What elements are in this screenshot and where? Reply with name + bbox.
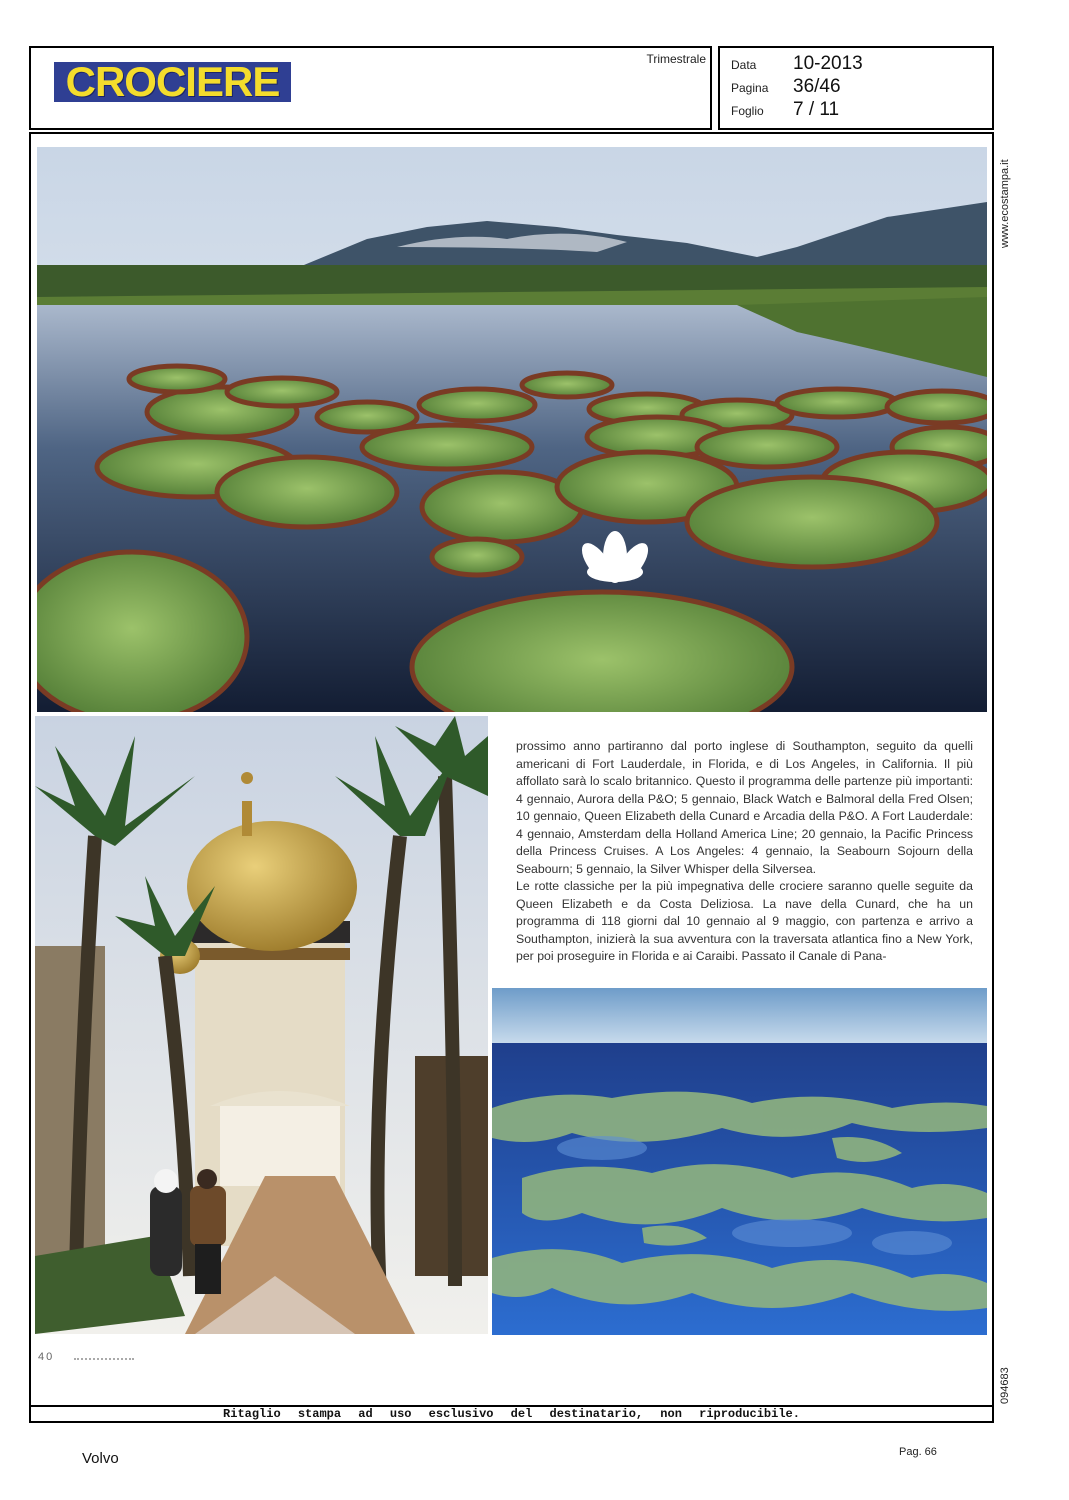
- pagina-value: 36/46: [793, 76, 841, 97]
- data-value: 10-2013: [793, 53, 863, 74]
- logo-text: CROCIERE: [65, 58, 280, 105]
- reef-illustration: [492, 988, 987, 1335]
- side-url: www.ecostampa.it: [999, 159, 1011, 248]
- folio-rule: [74, 1358, 134, 1360]
- client-name: Volvo: [82, 1450, 119, 1467]
- clipping-notice: Ritaglio stampa ad uso esclusivo del destinatario, non riproducibile.: [29, 1405, 994, 1423]
- water-lilies-illustration: [37, 147, 987, 712]
- article-text: [516, 738, 973, 966]
- header-masthead: [29, 46, 712, 130]
- reef-photo: [492, 988, 987, 1335]
- foglio-label: Foglio: [731, 104, 764, 118]
- side-code: 094683: [999, 1367, 1011, 1404]
- meta-row-data: [731, 53, 863, 75]
- mosque-illustration: [35, 716, 488, 1334]
- meta-row-pagina: [731, 76, 841, 98]
- page-folio: 40: [38, 1351, 55, 1363]
- article-paragraph: Le rotte classiche per la più impegnativa delle crociere saranno quelle seguite da Queen Elizabeth e da Costa Deliziosa. La nave della Cunard, che ha un programma di 118 giorni dal 10 gennaio al 9 maggio, con partenza e arrivo a Southampton, inizierà la sua avventura con la traversata atlantica fino a New York, per poi proseguire in Florida e ai Caraibi. Passato il Canale di Pana-: [516, 879, 973, 963]
- pagina-label: Pagina: [731, 81, 769, 95]
- foglio-value: 7 / 11: [793, 99, 840, 120]
- header-metadata: [718, 46, 994, 130]
- article-paragraph: prossimo anno partiranno dal porto inglese di Southampton, seguito da quelli americani di Fort Lauderdale, in Florida, e di Los Angeles, in California. Il più affollato sarà lo scalo britannico. Questo il programma delle partenze più importanti: 4 gennaio, Aurora della P&O; 5 gennaio, Black Watch e Balmoral della Fred Olsen; 10 gennaio, Queen Elizabeth della Cunard e Arcadia della P&O. A Fort Lauderdale: 4 gennaio, Amsterdam della Holland America Line; 20 gennaio, la Pacific Princess della Princess Cruises. A Los Angeles: 4 gennaio, la Seabourn Sojourn della Seabourn; 5 gennaio, la Silver Whisper della Silversea.: [516, 739, 973, 876]
- data-label: Data: [731, 58, 757, 72]
- meta-row-foglio: [731, 99, 839, 121]
- magazine-logo: [54, 58, 291, 105]
- water-lilies-photo: [37, 147, 987, 712]
- page-number: Pag. 66: [899, 1446, 937, 1458]
- mosque-photo: [35, 716, 488, 1334]
- periodicity-label: Trimestrale: [646, 52, 706, 66]
